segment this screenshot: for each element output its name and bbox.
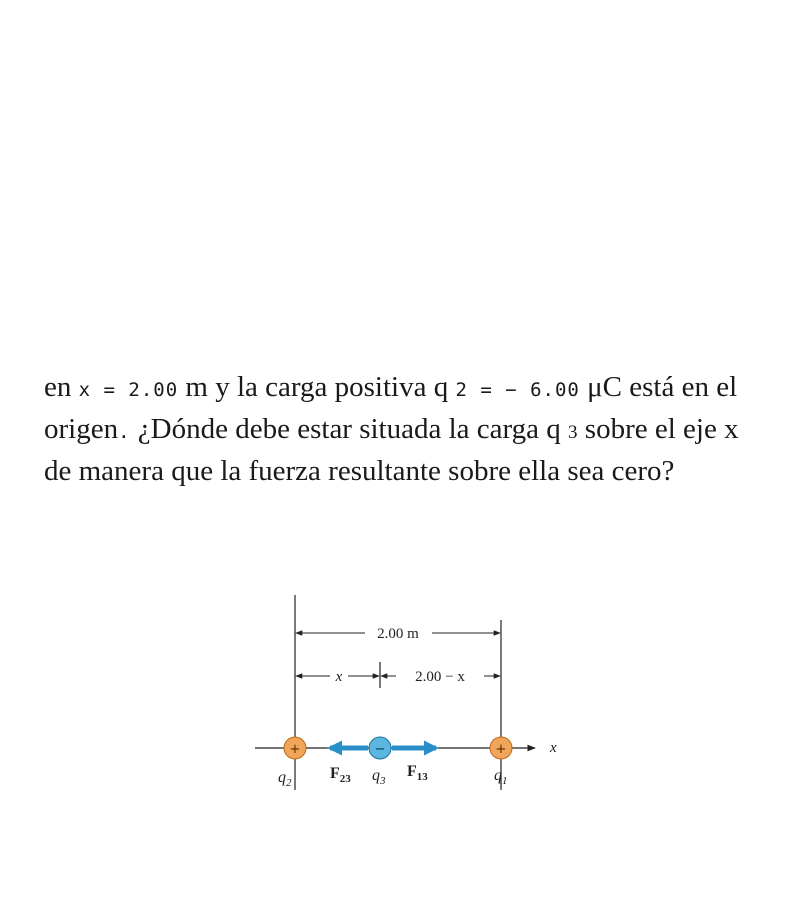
charge-q1-sign: + [495, 742, 507, 757]
text-fragment: μC está en el [579, 371, 738, 403]
text-fragment: x = 2.00 [78, 379, 179, 401]
text-fragment: 3 [568, 422, 578, 443]
problem-line-3: de manera que la fuerza resultante sobre ella sea cero? [44, 455, 675, 487]
text-fragment: m y la carga positiva q [178, 371, 456, 403]
dimension-rest-label: 2.00 − x [415, 669, 465, 685]
label-q1: $q_1$ [494, 767, 508, 787]
charge-q3-sign: − [374, 742, 386, 757]
problem-text [44, 368, 794, 491]
dimension-x-label: x [335, 669, 343, 685]
charge-q3 [369, 737, 391, 759]
diagram-svg [250, 590, 570, 810]
dimension-total-label: 2.00 m [377, 626, 419, 642]
label-f13: $F_{13}$ [407, 763, 428, 783]
charge-q2-sign: + [289, 742, 301, 757]
text-fragment: 2 = − 6.00 [455, 379, 580, 401]
label-q3: $q_3$ [372, 767, 386, 787]
label-q2: $q_2$ [278, 769, 292, 789]
charges-diagram [250, 590, 570, 810]
x-axis-label: x [550, 740, 557, 756]
text-fragment: sobre el eje x [577, 413, 739, 445]
text-fragment: origen [44, 413, 119, 445]
text-fragment: en [44, 371, 79, 403]
label-f23: $F_{23}$ [330, 765, 351, 785]
problem-line-1 [44, 368, 794, 410]
problem-line-2 [44, 410, 794, 452]
text-fragment: ¿Dónde debe estar situada la carga q [130, 413, 569, 445]
charge-q1 [490, 737, 512, 759]
text-fragment: . [118, 421, 131, 443]
charge-q2 [284, 737, 306, 759]
